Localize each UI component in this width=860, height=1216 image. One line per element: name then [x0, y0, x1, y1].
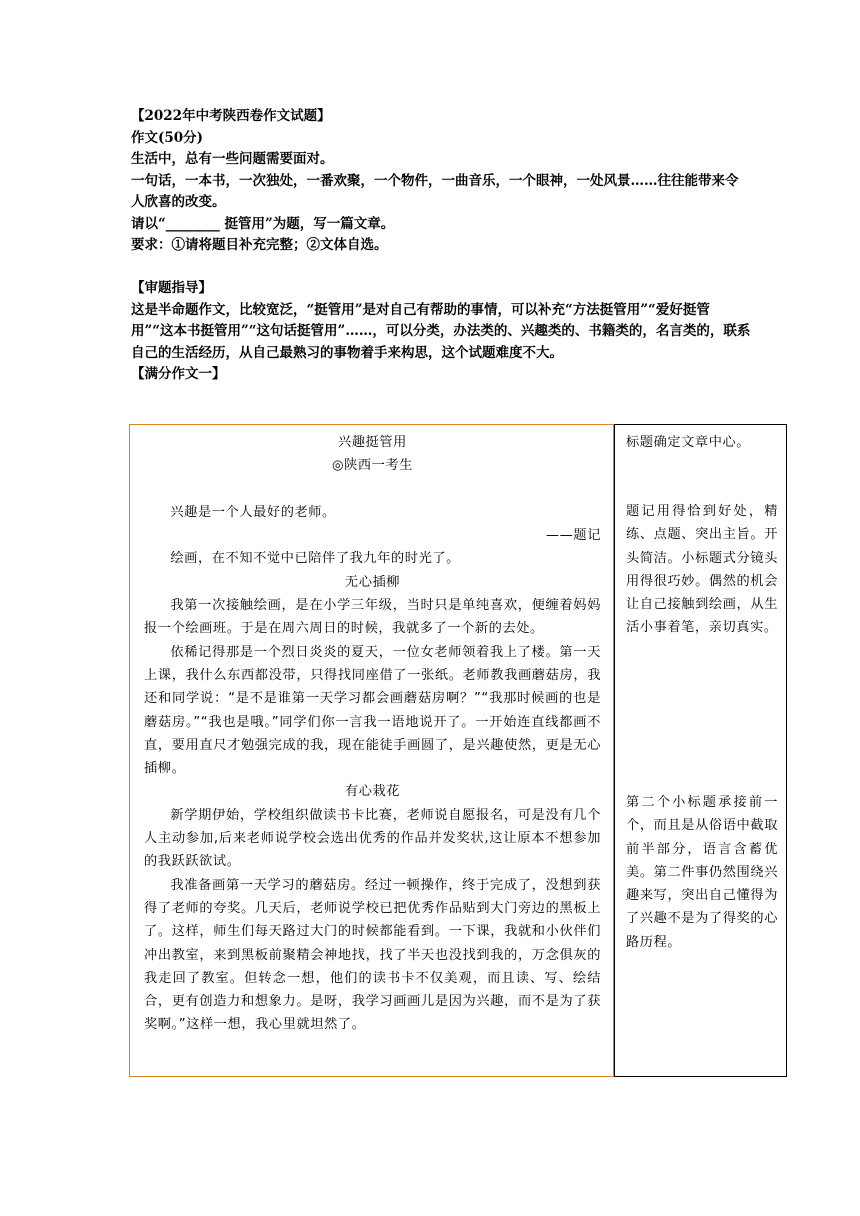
- essay-author: ◎陕西一考生: [331, 458, 414, 474]
- subtitle-1: 无心插柳: [344, 574, 401, 590]
- epigraph: 兴趣是一个人最好的老师。: [170, 504, 336, 520]
- prompt-line-3: 请以“________ 挺管用”为题，写一篇文章。: [131, 215, 395, 232]
- comment-box: [614, 424, 787, 1077]
- prompt-line-1: 生活中，总有一些问题需要面对。: [131, 151, 334, 167]
- comment-second-subtitle: 第二个小标题承接前一个，而且是从俗语中截取前半部分，语言含蓄优美。第二件事仍然围绕兴趣来写，突出自己懂得为了兴趣不是为了得奖的心路历程。: [626, 795, 778, 950]
- sample-header: 【满分作文一】: [131, 366, 226, 382]
- opening-paragraph: 绘画，在不知不觉中已陪伴了我九年的时光了。: [170, 551, 460, 567]
- subtitle-2: 有心栽花: [344, 784, 401, 800]
- prompt-line-2: 一句话，一本书，一次独处，一番欢聚，一个物件，一曲音乐，一个眼神，一处风景……往往能带来令人欣喜的改变。: [131, 172, 739, 210]
- guide-header: 【审题指导】: [131, 280, 212, 296]
- paragraph-2: 依稀记得那是一个烈日炎炎的夏天，一位女老师领着我上了楼。第一天上课，我什么东西都没带，只得找同座借了一张纸。老师教我画蘑菇房，我还和同学说：“是不是谁第一天学习都会画蘑菇房啊？”“我那时候画的也是蘑菇房。”“我也是哦。”同学们你一言我一语地说开了。一开始连直线都画不直，要用直尺才勉强完成的我，现在能徒手画圆了，是兴趣使然，更是无心插柳。: [144, 644, 601, 777]
- guide-text: 这是半命题作文，比较宽泛，“挺管用”是对自己有帮助的事情，可以补充“方法挺管用”“爱好挺管用”“这本书挺管用”“这句话挺管用”……，可以分类，办法类的、兴趣类的、书籍类的，名言类的，联系自己的生活经历，从自己最熟习的事物着手来构思，这个试题难度不大。: [131, 301, 751, 361]
- essay-title: 兴趣挺管用: [338, 435, 407, 450]
- requirements: 要求：①请将题目补充完整；②文体自选。: [131, 237, 388, 253]
- paragraph-1: 我第一次接触绘画，是在小学三年级，当时只是单纯喜欢，便缠着妈妈报一个绘画班。于是在周六周日的时候，我就多了一个新的去处。: [144, 598, 601, 637]
- paragraph-3: 新学期伊始，学校组织做读书卡比赛，老师说自愿报名，可是没有几个人主动参加,后来老师说学校会选出优秀的作品并发奖状,这让原本不想参加的我跃跃欲试。: [144, 807, 601, 870]
- score-line: 作文(50分): [131, 129, 204, 146]
- comment-opening: 题记用得恰到好处，精练、点题、突出主旨。开头简洁。小标题式分镜头用得很巧妙。偶然的机会让自己接触到绘画，从生活小事着笔，亲切真实。: [626, 504, 778, 636]
- paragraph-4: 我准备画第一天学习的蘑菇房。经过一顿操作，终于完成了，没想到获得了老师的夸奖。几天后，老师说学校已把优秀作品贴到大门旁边的黑板上了。这样，师生们每天路过大门的时候都能看到。一下课，我就和小伙伴们冲出教室，来到黑板前聚精会神地找，找了半天也没找到我的，万念俱灰的我走回了教室。但转念一想，他们的读书卡不仅美观，而且读、写、绘结合，更有创造力和想象力。是呀，我学习画画儿是因为兴趣，而不是为了获奖啊。”这样一想，我心里就坦然了。: [144, 877, 601, 1033]
- exam-intro: [131, 106, 751, 386]
- spacer: [131, 257, 751, 279]
- comment-title: 标题确定文章中心。: [626, 435, 751, 450]
- exam-header: 【2022年中考陕西卷作文试题】: [131, 108, 331, 124]
- epigraph-label: ——题记: [545, 528, 601, 544]
- essay-box: [129, 424, 614, 1077]
- spacer: [144, 478, 601, 501]
